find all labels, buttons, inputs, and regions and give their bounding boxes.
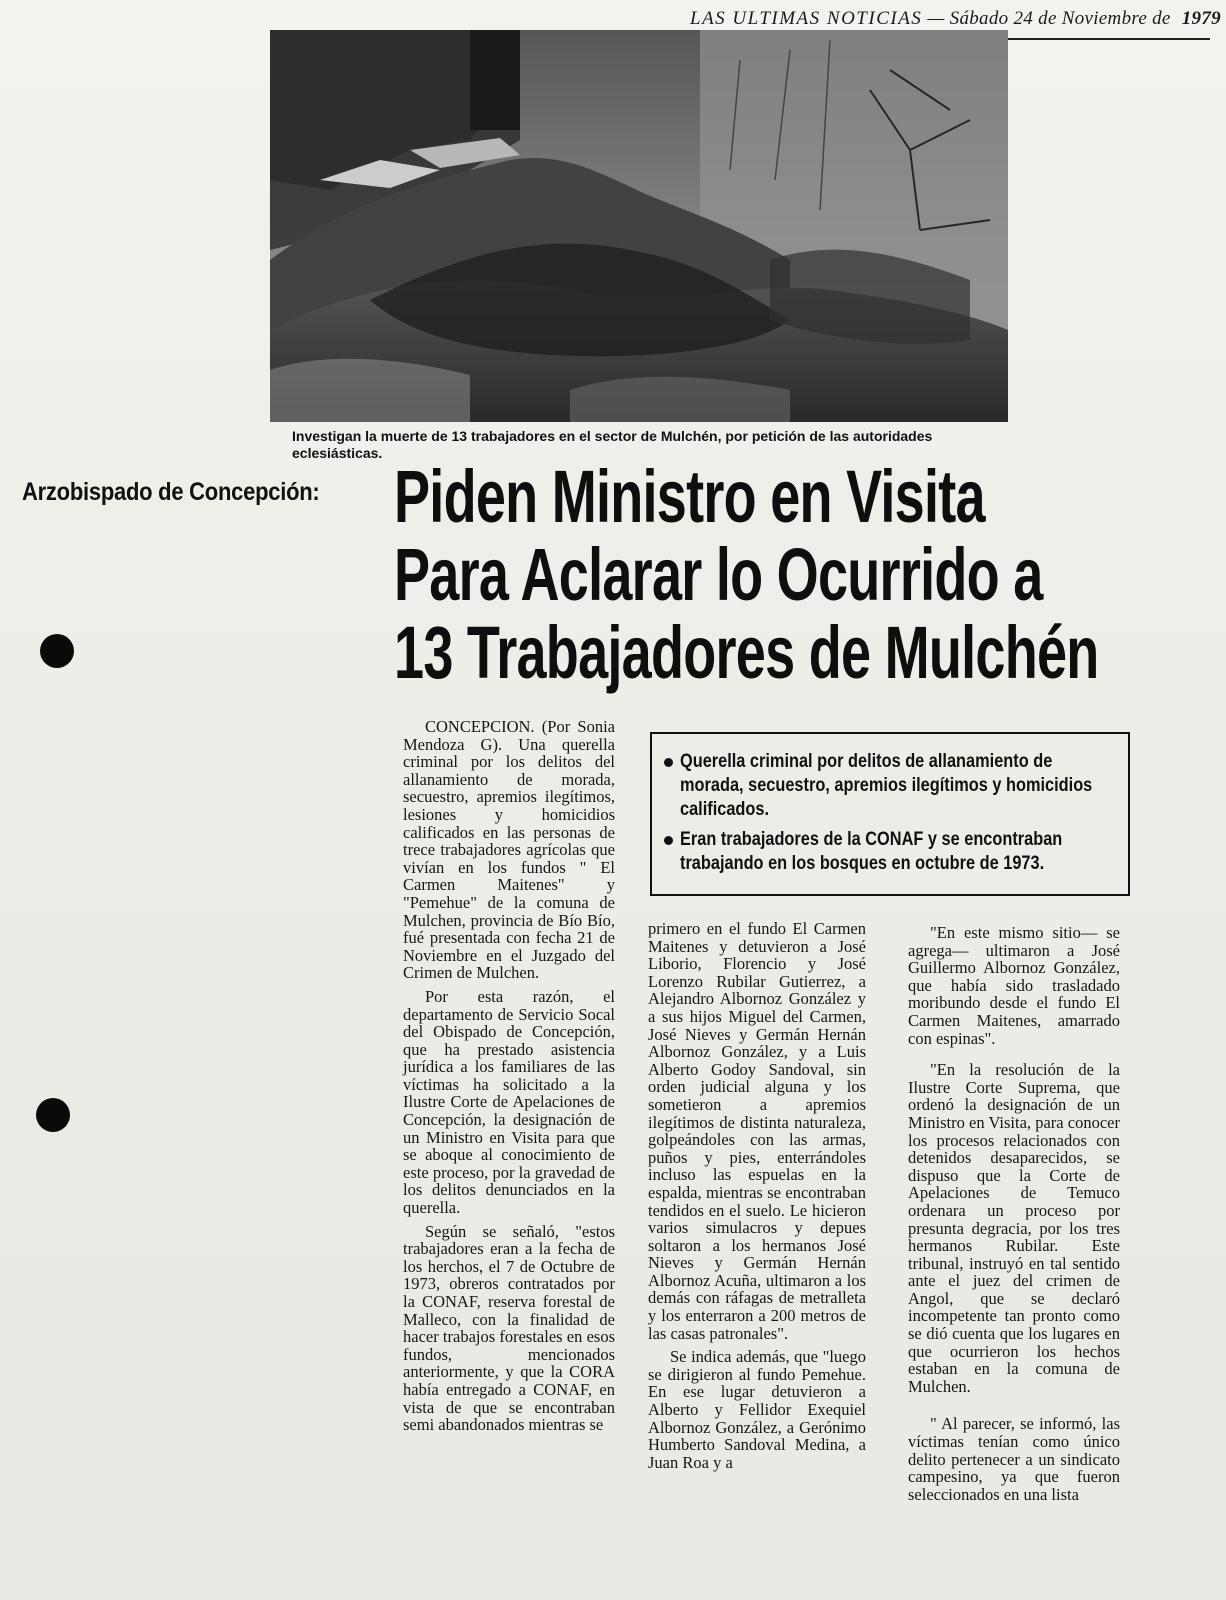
masthead-date: Sábado 24 de Noviembre de (949, 8, 1171, 29)
photo-caption: Investigan la muerte de 13 trabajadores en el sector de Mulchén, por petición de las autoridades eclesiásticas. (292, 428, 933, 461)
article-headline (394, 455, 1214, 694)
article-column-3 (908, 924, 1120, 1503)
highlights-box (650, 732, 1130, 896)
column-1-paragraph-3: Según se señaló, "estos trabajadores eran a la fecha de los herchos, el 7 de Octubre de 1973, obreros contratados por la CONAF, reserva forestal de Malleco, con la finalidad de hacer trabajos forestales en esos fundos, mencionados anteriormente, y que la CORA había entregado a CONAF, en vista de que se encontraban semi abandonados mientras se (403, 1221, 615, 1435)
column-1-paragraph-2: Por esta razón, el departamento de Servicio Socal del Obispado de Concepción, que ha prestado asistencia jurídica a los familiares de las víctimas ha solicitado a la Ilustre Corte de Apelaciones de Concepción, la designación de un Ministro en Visita para que se aboque al conocimiento de este proceso, por la gravedad de los delitos denunciados en la querella. (403, 986, 615, 1218)
bullet-dot-icon (664, 758, 673, 767)
headline-line-3: 13 Trabajadores de Mulchén (394, 611, 1099, 694)
highlight-item (664, 750, 1118, 822)
punch-hole-bottom (36, 1098, 70, 1132)
highlight-item (664, 828, 1118, 876)
article-kicker: Arzobispado de Concepción: (22, 478, 320, 506)
article-column-1 (403, 718, 615, 1434)
highlight-text: Querella criminal por delitos de allanamiento de morada, secuestro, apremios ilegítimos y homicidios calificados. (680, 751, 1093, 820)
column-2-paragraph-2: Se indica además, que "luego se dirigieron al fundo Pemehue. En ese lugar detuvieron a Alberto y Fellidor Exequiel Albornoz González, a Gerónimo Humberto Sandoval Medina, a Juan Roa y a (648, 1347, 866, 1472)
news-photo (270, 30, 1008, 422)
newspaper-name: LAS ULTIMAS NOTICIAS (690, 8, 923, 29)
headline-line-1: Piden Ministro en Visita (394, 455, 985, 538)
punch-hole-top (40, 634, 74, 668)
headline-line-2: Para Aclarar lo Ocurrido a (394, 533, 1043, 616)
article-column-2 (648, 920, 866, 1471)
column-3-paragraph-3: " Al parecer, se informó, las víctimas tenían como único delito pertenecer a un sindicato campesino, ya que fueron seleccionados en una lista (908, 1414, 1120, 1504)
column-1-paragraph-1: CONCEPCION. (Por Sonia Mendoza G). Una querella criminal por los delitos del allanamiento de morada, secuestro, apremios ilegítimos, lesiones y homicidios calificados en las personas de trece trabajadores agrícolas que vivían en los fundos " El Carmen Maitenes" y "Pemehue" de la comuna de Mulchen, provincia de Bío Bío, fué presentada con fecha 21 de Noviembre en el Juzgado del Crimen de Mulchen. (403, 717, 615, 983)
column-3-paragraph-2: "En la resolución de la Ilustre Corte Suprema, que ordenó la designación de un Ministro en Visita, para conocer los procesos relacionados con detenidos desaparecidos, se dispuso que la Corte de Apelaciones de Temuco ordenara un proceso por presunta degracia, por los tres hermanos Rubilar. Este tribunal, instruyó en tal sentido ante el juez del crimen de Angol, que se declaró incompetente tan pronto como se dió cuenta que los lugares en que ocurrieron los hechos estaban en la comuna de Mulchen. (908, 1060, 1120, 1396)
highlight-text: Eran trabajadores de la CONAF y se encontraban trabajando en los bosques en octubre de 1973. (680, 829, 1063, 874)
landscape-photo-image (270, 30, 1008, 422)
column-3-paragraph-1: "En este mismo sitio— se agrega— ultimaron a José Guillermo Albornoz González, que había sido trasladado moribundo desde el fundo El Carmen Maitenes, amarrado con espinas". (908, 923, 1120, 1048)
bullet-dot-icon (664, 836, 673, 845)
masthead-year: 1979 (1181, 8, 1221, 29)
column-2-paragraph-1: primero en el fundo El Carmen Maitenes y detuvieron a José Liborio, Florencio y José Lorenzo Rubilar Gutierrez, a Alejandro Albornoz González y a sus hijos Miguel del Carmen, José Nieves y Germán Hernán Albornoz González, y a Luis Alberto Godoy Sandoval, sin orden judicial alguna y los sometieron a apremios ilegítimos de distinta naturaleza, golpeándoles con las armas, puños y pies, enterrándoles incluso las espuelas en la espalda, mientras se encontraban tendidos en el suelo. Le hicieron varios simulacros y depues soltaron a los hermanos José Nieves y Germán Hernán Albornoz Acuña, ultimaron a los demás con ráfagas de metralleta y los enterraron a 200 metros de las casas patronales". (648, 919, 866, 1343)
masthead-separator: — (927, 8, 945, 29)
